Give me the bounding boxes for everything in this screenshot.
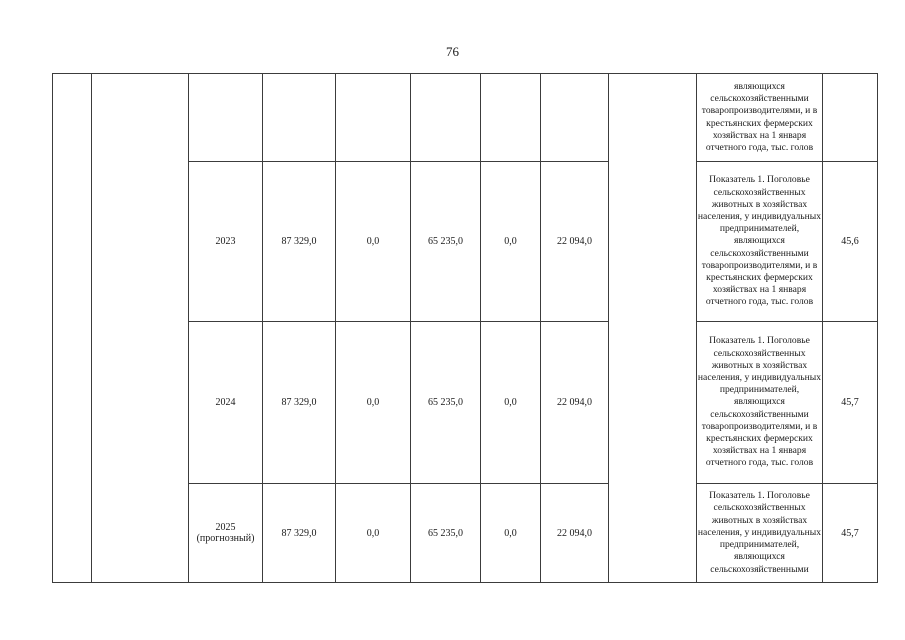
regional-cell: 65 235,0	[411, 484, 481, 583]
executor-cell	[609, 74, 697, 583]
number-cell	[53, 74, 92, 583]
page-number: 76	[446, 44, 459, 59]
federal-cell: 0,0	[336, 162, 411, 322]
indicator-description: являющихся сельскохозяйственными товаропроизводителями, и в крестьянских фермерских хозяйствах на 1 января отчетного года, тыс. голов	[697, 74, 823, 162]
regional-cell: 65 235,0	[411, 322, 481, 484]
year-note: (прогнозный)	[196, 533, 255, 544]
total-cell: 87 329,0	[263, 162, 336, 322]
regional-cell: 65 235,0	[411, 162, 481, 322]
year-cell	[189, 74, 263, 162]
indicator-value: 45,7	[823, 322, 878, 484]
total-cell: 87 329,0	[263, 484, 336, 583]
indicator-value	[823, 74, 878, 162]
federal-cell: 0,0	[336, 322, 411, 484]
indicator-description: Показатель 1. Поголовье сельскохозяйственных животных в хозяйствах населения, у индивидуальных предпринимателей, являющихся сельскохозяйственными товаропроизводителями, и в крестьянских фермерских хозяйствах на 1 января отчетного года, тыс. голов	[697, 162, 823, 322]
indicator-description: Показатель 1. Поголовье сельскохозяйственных животных в хозяйствах населения, у индивидуальных предпринимателей, являющихся сельскохозяйственными	[697, 484, 823, 583]
extra-cell	[541, 74, 609, 162]
total-cell: 87 329,0	[263, 322, 336, 484]
year-label: 2025	[215, 522, 236, 533]
indicator-description: Показатель 1. Поголовье сельскохозяйственных животных в хозяйствах населения, у индивидуальных предпринимателей, являющихся сельскохозяйственными товаропроизводителями, и в крестьянских фермерских хозяйствах на 1 января отчетного года, тыс. голов	[697, 322, 823, 484]
local-cell: 0,0	[481, 484, 541, 583]
year-cell: 2024	[189, 322, 263, 484]
regional-cell	[411, 74, 481, 162]
local-cell: 0,0	[481, 322, 541, 484]
total-cell	[263, 74, 336, 162]
event-name-cell	[92, 74, 189, 583]
extra-cell: 22 094,0	[541, 322, 609, 484]
extra-cell: 22 094,0	[541, 162, 609, 322]
indicator-value: 45,7	[823, 484, 878, 583]
local-cell: 0,0	[481, 162, 541, 322]
program-financing-table	[52, 73, 878, 583]
table-row-continuation	[53, 74, 878, 162]
year-cell	[189, 484, 263, 583]
local-cell	[481, 74, 541, 162]
year-cell: 2023	[189, 162, 263, 322]
federal-cell	[336, 74, 411, 162]
federal-cell: 0,0	[336, 484, 411, 583]
indicator-value: 45,6	[823, 162, 878, 322]
extra-cell: 22 094,0	[541, 484, 609, 583]
